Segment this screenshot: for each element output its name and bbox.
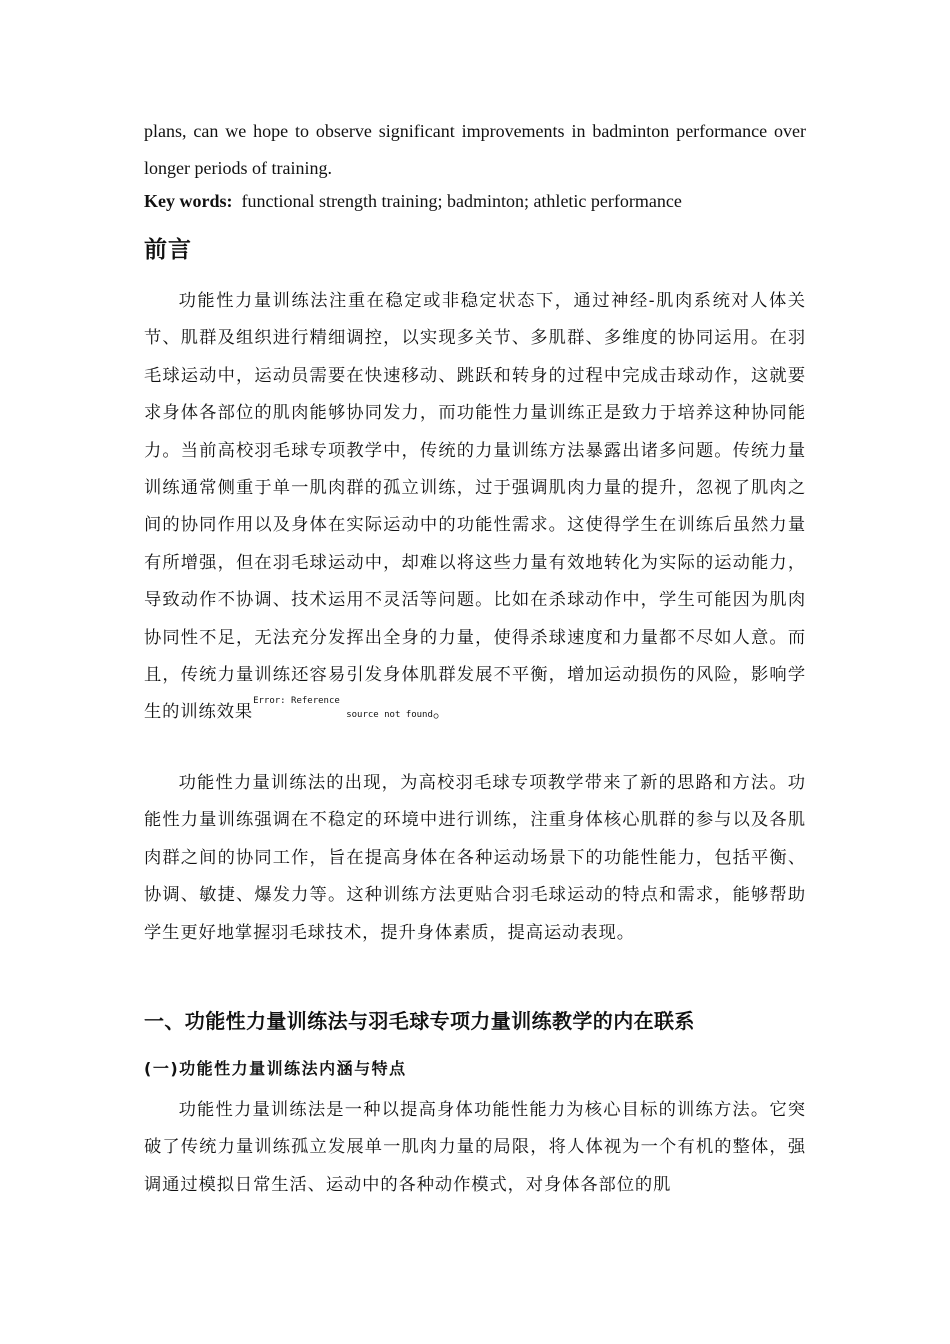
preface-paragraph-1-text: 功能性力量训练法注重在稳定或非稳定状态下，通过神经-肌肉系统对人体关节、肌群及组织进行精细调控，以实现多关节、多肌群、多维度的协同运用。在羽毛球运动中，运动员需要在快速移动、跳跃和转身的过程中完成击球动作，这就要求身体各部位的肌肉能够协同发力，而功能性力量训练正是致力于培养这种协同能力。当前高校羽毛球专项教学中，传统的力量训练方法暴露出诸多问题。传统力量训练通常侧重于单一肌肉群的孤立训练，过于强调肌肉力量的提升，忽视了肌肉之间的协同作用以及身体在实际运动中的功能性需求。这使得学生在训练后虽然力量有所增强，但在羽毛球运动中，却难以将这些力量有效地转化为实际的运动能力，导致动作不协调、技术运用不灵活等问题。比如在杀球动作中，学生可能因为肌肉协同性不足，无法充分发挥出全身的力量，使得杀球速度和力量都不尽如人意。而且，传统力量训练还容易引发身体肌群发展不平衡，增加运动损伤的风险，影响学生的训练效果 <box>144 291 806 723</box>
section-1-heading: 一、功能性力量训练法与羽毛球专项力量训练教学的内在联系 <box>144 1009 695 1033</box>
preface-paragraph-2: 功能性力量训练法的出现，为高校羽毛球专项教学带来了新的思路和方法。功能性力量训练强调在不稳定的环境中进行训练，注重身体核心肌群的参与以及各肌肉群之间的协同工作，旨在提高身体在各种运动场景下的功能性能力，包括平衡、协调、敏捷、爆发力等。这种训练方法更贴合羽毛球运动的特点和需求，能够帮助学生更好地掌握羽毛球技术，提升身体素质，提高运动表现。 <box>144 773 806 943</box>
reference-error-continuation: source not found <box>346 710 433 721</box>
preface-heading: 前言 <box>144 237 192 263</box>
preface-paragraph-1 <box>144 283 806 735</box>
keywords-line <box>144 186 806 216</box>
subsection-1-paragraph: 功能性力量训练法是一种以提高身体功能性能力为核心目标的训练方法。它突破了传统力量训练孤立发展单一肌肉力量的局限，将人体视为一个有机的整体，强调通过模拟日常生活、运动中的各种动作模式，对身体各部位的肌 <box>144 1100 806 1195</box>
abstract-tail-paragraph: plans, can we hope to observe significant improvements in badminton performance over longer periods of training. <box>144 121 806 178</box>
reference-error-marker: Error: Reference <box>253 696 340 707</box>
keywords-label: Key words: <box>144 191 233 211</box>
keywords-text: functional strength training; badminton; athletic performance <box>241 191 682 211</box>
subsection-1-heading: (一)功能性力量训练法内涵与特点 <box>144 1059 407 1078</box>
preface-paragraph-1-end: 。 <box>432 702 452 723</box>
